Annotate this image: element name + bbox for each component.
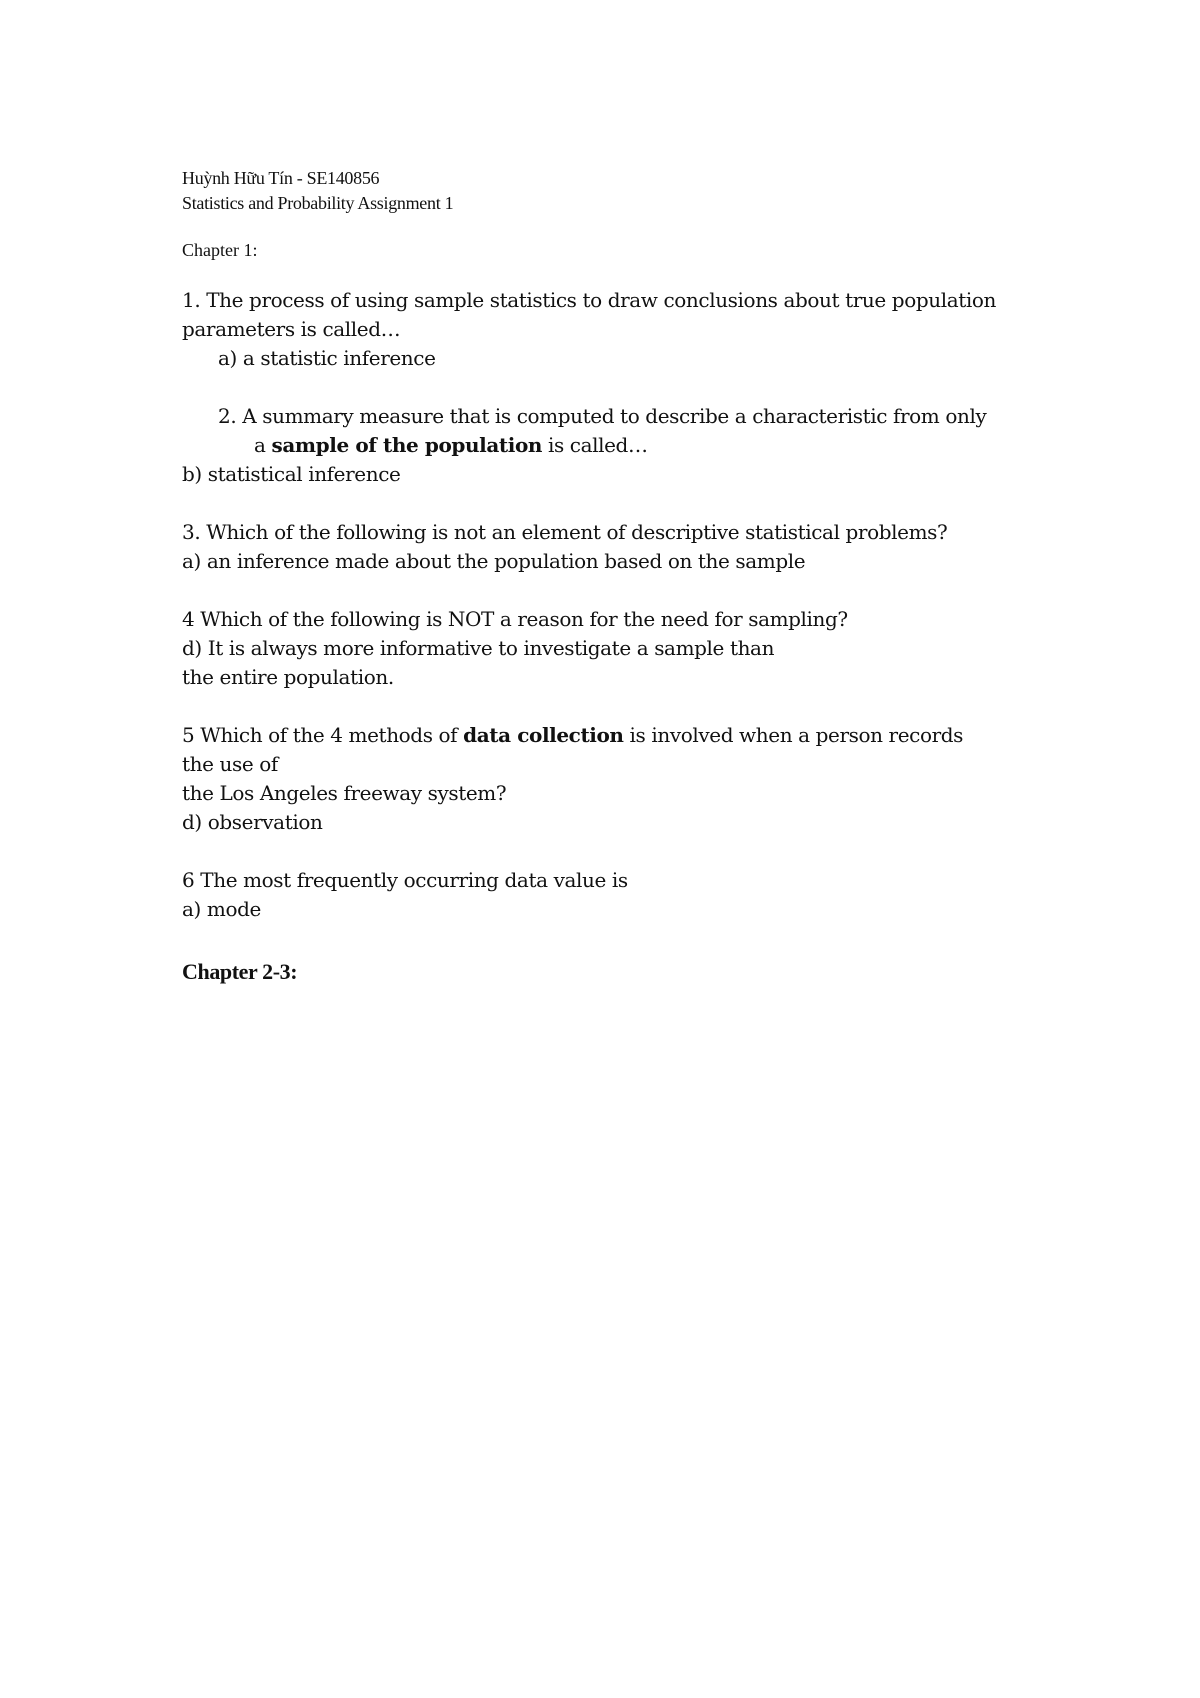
question-6-line-1: 6 The most frequently occurring data value is [182,868,628,892]
chapter-1-heading: Chapter 1: [182,240,258,260]
question-4-answer-line-1: d) It is always more informative to investigate a sample than [182,636,775,660]
question-5-bold-term: data collection [463,723,624,747]
question-2-line-2-post: is called… [542,433,648,457]
question-5-line-1-pre: 5 Which of the 4 methods of [182,723,464,747]
question-3-line-1: 3. Which of the following is not an element of descriptive statistical problems? [182,520,948,544]
question-3-answer: a) an inference made about the population based on the sample [182,549,806,573]
question-2-bold-term: sample of the population [271,433,543,457]
question-2-line-2-pre: a [254,433,272,457]
course-line: Statistics and Probability Assignment 1 [182,193,454,213]
question-3 [182,518,1082,576]
question-1-line-2: parameters is called… [182,317,401,341]
question-5-line-1 [182,721,1082,750]
question-2 [182,402,1082,489]
author-line: Huỳnh Hữu Tín - SE140856 [182,168,380,188]
question-4 [182,605,1082,692]
chapter-2-3-heading: Chapter 2-3: [182,959,298,984]
question-5 [182,721,1082,837]
question-5-line-2: the use of [182,752,278,776]
question-5-answer: d) observation [182,810,323,834]
question-6 [182,866,1082,924]
document-body [182,286,1082,986]
question-5-line-3: the Los Angeles freeway system? [182,781,507,805]
question-1 [182,286,1082,373]
question-4-answer-line-2: the entire population. [182,665,394,689]
document-header [182,166,453,216]
question-1-line-1: 1. The process of using sample statistics to draw conclusions about true population [182,288,997,312]
question-4-line-1: 4 Which of the following is NOT a reason for the need for sampling? [182,607,848,631]
question-2-answer: b) statistical inference [182,462,401,486]
question-2-line-2 [182,431,1082,460]
question-2-line-1: 2. A summary measure that is computed to describe a characteristic from only [218,404,987,428]
question-1-answer: a) a statistic inference [218,346,436,370]
question-6-answer: a) mode [182,897,261,921]
question-5-line-1-post: is involved when a person records [623,723,964,747]
